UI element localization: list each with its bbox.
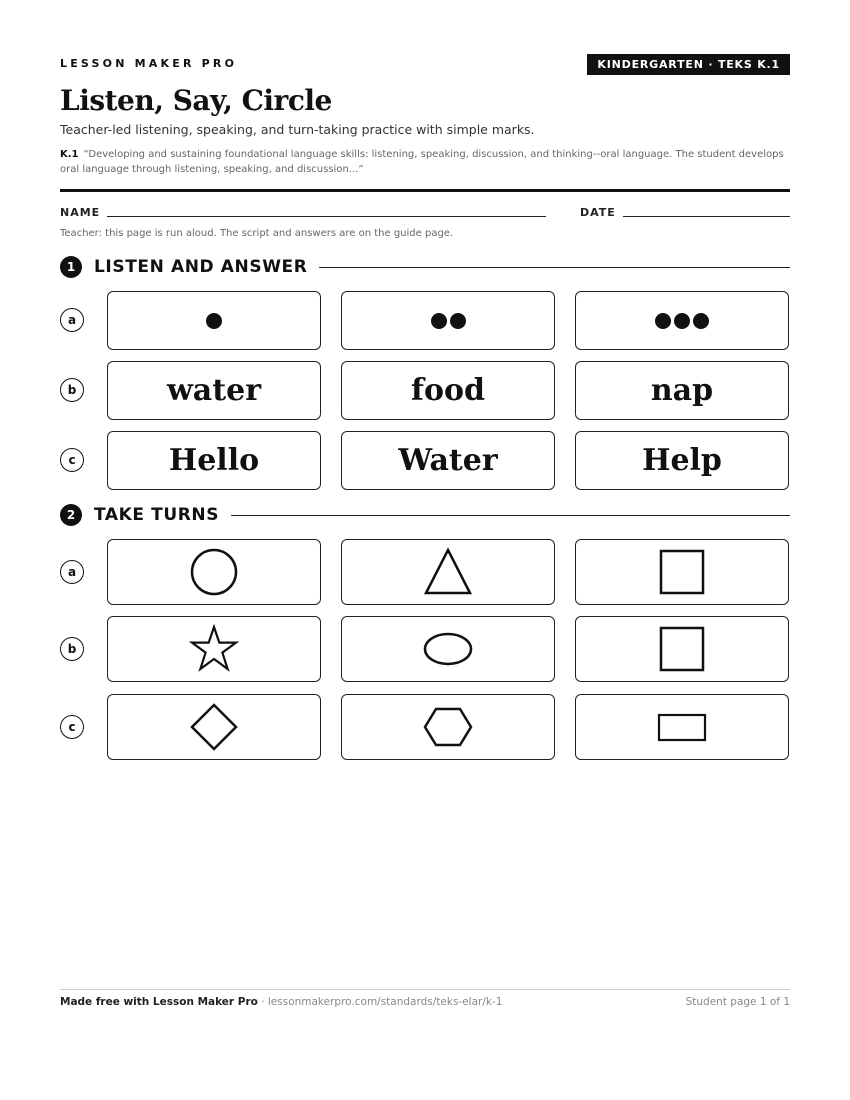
card-word: Water (398, 443, 498, 478)
answer-card-word[interactable] (341, 431, 555, 490)
brand-name: LESSON MAKER PRO (60, 57, 238, 70)
rectangle-icon (657, 702, 707, 752)
row-letter: c (60, 448, 84, 472)
answer-card-word[interactable] (575, 361, 789, 420)
section-1-number: 1 (60, 256, 82, 278)
dot-group (206, 313, 222, 329)
answer-card-word[interactable] (575, 431, 789, 490)
triangle-icon (423, 547, 473, 597)
section-1-row-c (60, 431, 790, 490)
oval-icon (423, 624, 473, 674)
dot-icon (206, 313, 222, 329)
date-field-line[interactable] (623, 216, 790, 217)
date-label: DATE (580, 206, 616, 219)
footer-divider (60, 989, 790, 990)
name-field-line[interactable] (107, 216, 546, 217)
section-1-title: LISTEN AND ANSWER (94, 257, 308, 277)
footer-credit (60, 996, 502, 1008)
answer-card-one-dot[interactable] (107, 291, 321, 350)
row-letter: b (60, 637, 84, 661)
section-1-header (60, 255, 790, 279)
section-1-row-b (60, 361, 790, 420)
section-2-header (60, 503, 790, 527)
dot-group (431, 313, 466, 329)
section-2-number: 2 (60, 504, 82, 526)
dot-icon (655, 313, 671, 329)
row-letter: a (60, 560, 84, 584)
star-icon (189, 624, 239, 674)
standard-text: “Developing and sustaining foundational language skills: listening, speaking, discussion, and thinking--oral language. The student develops oral language through listening, speaking, and discussion...” (60, 149, 784, 175)
shape-card-circle[interactable] (107, 539, 321, 605)
square-icon (657, 547, 707, 597)
card-word: food (411, 373, 485, 408)
answer-card-word[interactable] (107, 431, 321, 490)
dot-icon (693, 313, 709, 329)
dot-icon (450, 313, 466, 329)
section-2-title: TAKE TURNS (94, 505, 220, 525)
shape-card-square[interactable] (575, 539, 789, 605)
shape-card-star[interactable] (107, 616, 321, 682)
section-1-rule (319, 267, 790, 268)
page-title: Listen, Say, Circle (60, 84, 332, 117)
dot-icon (674, 313, 690, 329)
shape-card-rectangle[interactable] (575, 694, 789, 760)
row-letter: b (60, 378, 84, 402)
standard-description (60, 147, 790, 177)
section-2-rule (231, 515, 790, 516)
teacher-note: Teacher: this page is run aloud. The script and answers are on the guide page. (60, 228, 454, 239)
shape-card-square[interactable] (575, 616, 789, 682)
row-letter: a (60, 308, 84, 332)
grade-standard-badge: KINDERGARTEN · TEKS K.1 (587, 54, 790, 75)
answer-card-two-dots[interactable] (341, 291, 555, 350)
dot-icon (431, 313, 447, 329)
worksheet-page (60, 0, 790, 1100)
hexagon-icon (423, 702, 473, 752)
row-letter: c (60, 715, 84, 739)
shape-card-oval[interactable] (341, 616, 555, 682)
square-icon (657, 624, 707, 674)
page-subtitle: Teacher-led listening, speaking, and turn-taking practice with simple marks. (60, 122, 535, 137)
standard-code: K.1 (60, 149, 79, 160)
card-word: water (166, 373, 261, 408)
name-label: NAME (60, 206, 101, 219)
shape-card-triangle[interactable] (341, 539, 555, 605)
diamond-icon (189, 702, 239, 752)
answer-card-word[interactable] (341, 361, 555, 420)
circle-icon (189, 547, 239, 597)
section-2-row-b (60, 616, 790, 682)
shape-card-hexagon[interactable] (341, 694, 555, 760)
shape-card-diamond[interactable] (107, 694, 321, 760)
footer-page-number: Student page 1 of 1 (685, 996, 790, 1008)
section-2-row-c (60, 694, 790, 760)
answer-card-word[interactable] (107, 361, 321, 420)
card-word: nap (650, 373, 714, 408)
answer-card-three-dots[interactable] (575, 291, 789, 350)
footer-made-with: Made free with Lesson Maker Pro (60, 996, 258, 1008)
card-word: Help (642, 443, 722, 478)
dot-group (655, 313, 709, 329)
header-divider (60, 189, 790, 192)
section-1-row-a (60, 291, 790, 350)
card-word: Hello (168, 443, 260, 478)
section-2-row-a (60, 539, 790, 605)
footer-url[interactable]: · lessonmakerpro.com/standards/teks-elar/k-1 (257, 996, 503, 1008)
